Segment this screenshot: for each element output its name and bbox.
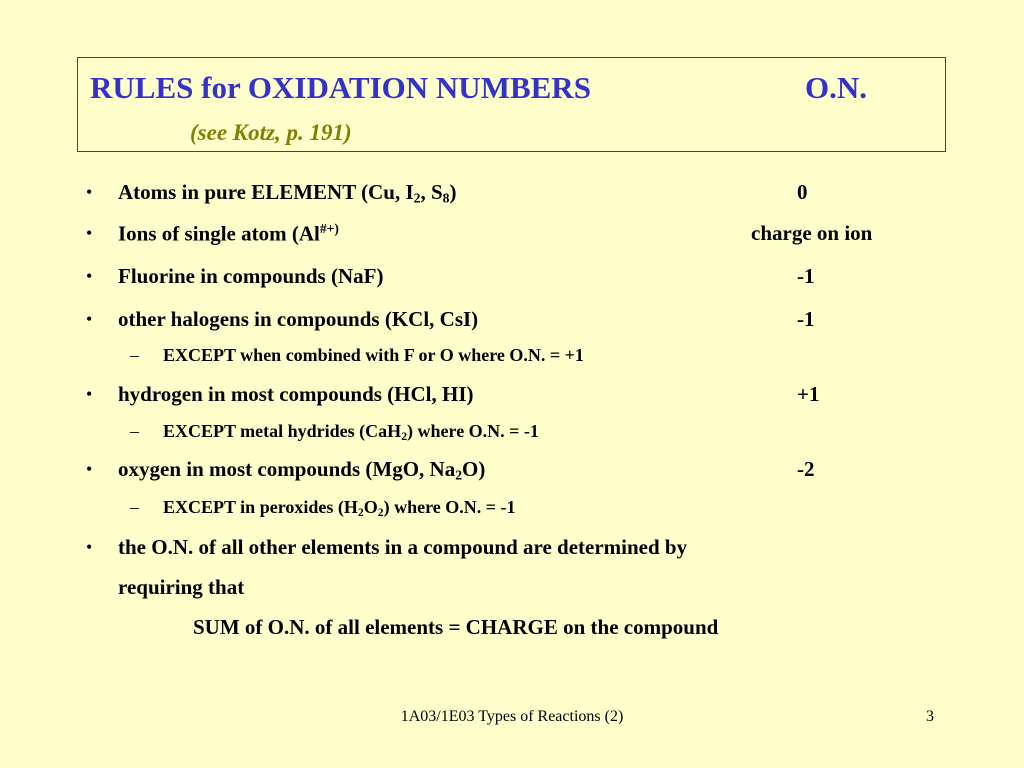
bullet-marker: • [86,266,93,286]
title-on-label: O.N. [805,70,867,105]
bullet-marker: • [86,537,93,557]
title-box [77,57,946,152]
bullet-marker: • [86,309,93,329]
sub-bullet-text: EXCEPT when combined with F or O where O.N. = +1 [163,345,584,365]
bullet-value: +1 [797,382,820,406]
bullet-marker: • [86,182,93,202]
bullet-value: 0 [797,180,808,204]
dash-marker: – [130,345,139,365]
sub-bullet-text: EXCEPT in peroxides $(H_2O_2)$ where O.N. = -1 [163,497,516,519]
sub-bullet-text: EXCEPT metal hydrides (CaH$_2$) where O.N. = -1 [163,421,539,443]
bullet-text: other halogens in compounds (KCl, CsI) [118,307,479,331]
bullet-marker: • [86,459,93,479]
bullet-text: Atoms in pure ELEMENT (Cu, $I_2$, $S_8$) [118,180,457,206]
page-number: 3 [926,708,934,725]
bullet-text: Fluorine in compounds (NaF) [118,264,384,288]
bullet-text: hydrogen in most compounds (HCl, HI) [118,382,474,406]
bullet-value: -1 [797,264,815,288]
footer-text: 1A03/1E03 Types of Reactions (2) [400,708,624,725]
slide-subtitle: (see Kotz, p. 191) [190,120,352,145]
bullet-value: -2 [797,457,815,481]
dash-marker: – [130,421,139,441]
bullet-text-line1: the O.N. of all other elements in a compound are determined by [118,535,688,559]
bullet-text-line2: requiring that [118,575,245,599]
bullet-value: charge on ion [751,221,873,245]
bullet-marker: • [86,384,93,404]
bullet-text: oxygen in most compounds (MgO, $Na_2O$) [118,457,486,483]
slide-title: RULES for OXIDATION NUMBERS [90,70,591,105]
bullet-value: -1 [797,307,815,331]
dash-marker: – [130,497,139,517]
bullet-text-line3: SUM of O.N. of all elements = CHARGE on the compound [193,615,719,639]
bullet-text: Ions of single atom (Al#+) [118,221,339,246]
bullet-marker: • [86,223,93,243]
